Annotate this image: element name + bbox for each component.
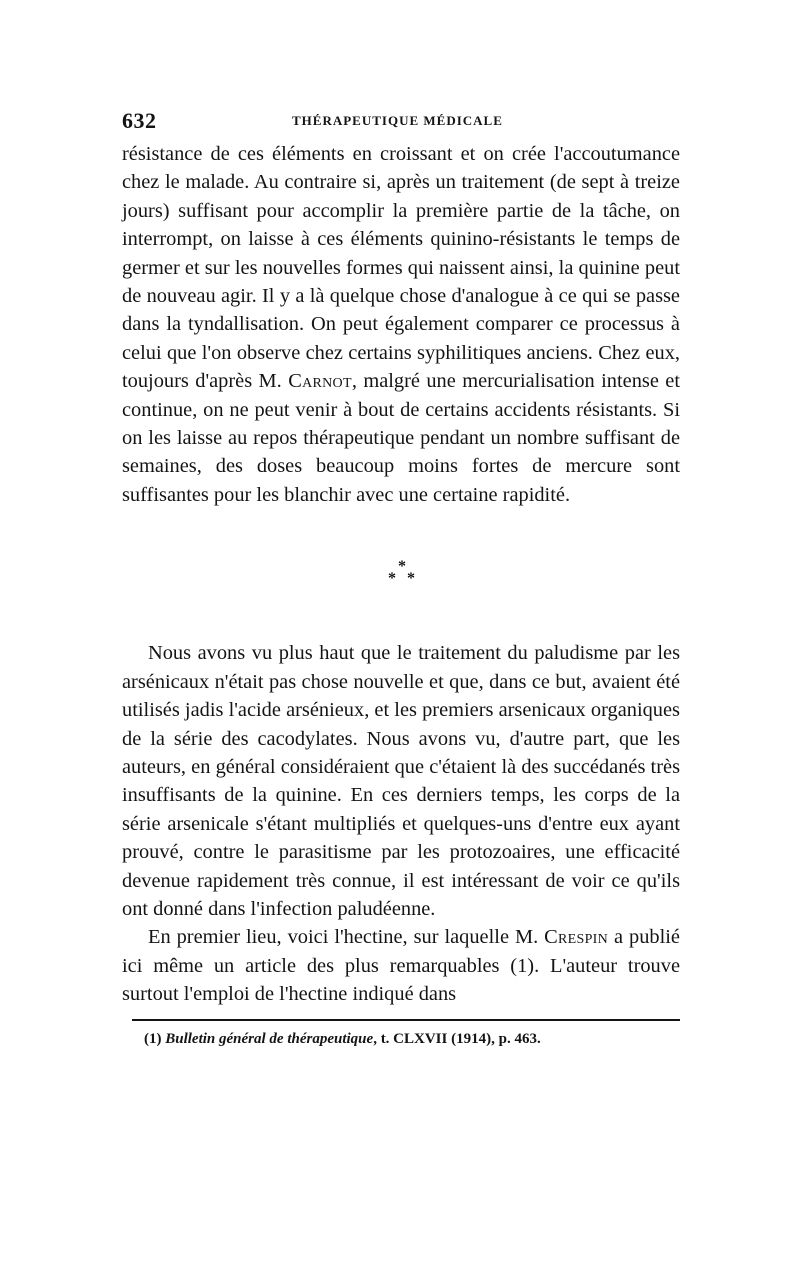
page-number: 632 xyxy=(122,108,157,133)
footnote xyxy=(144,1029,680,1049)
book-page xyxy=(122,108,680,1049)
paragraph-3 xyxy=(122,923,680,1008)
author-crespin: Crespin xyxy=(544,926,609,949)
separator-star-left: * xyxy=(388,570,396,588)
paragraph-1-text: résistance de ces éléments en croissant et on crée l'accoutumance chez le malade. Au contraire si, après un traitement (de sept à treize jours) suffisant pour accomplir la première partie de la tâche, on interrompt, on laisse à ces éléments quinino-résistants le temps de germer et sur les nouvelles formes qui naissent ainsi, la quinine peut de nouveau agir. Il y a là quelque chose d'analogue à ce qui se passe dans la tyndallisation. On peut également comparer ce processus à celui que l'on observe chez certains syphilitiques anciens. Chez eux, toujours d'après M. xyxy=(122,143,680,393)
footnote-reference: , t. CLXVII (1914), p. 463. xyxy=(373,1030,541,1047)
running-title: THÉRAPEUTIQUE MÉDICALE xyxy=(292,113,503,128)
paragraph-3-end: a publié ici même un article des plus remarquables (1). L'auteur trouve surtout l'emploi de l'hectine indiqué dans xyxy=(122,926,680,1006)
paragraph-3-start: En premier lieu, voici l'hectine, sur laquelle M. xyxy=(148,926,545,949)
section-separator xyxy=(122,509,680,639)
separator-star-right: * xyxy=(407,570,415,588)
body-text xyxy=(122,140,680,1009)
paragraph-1-end: , malgré une mercurialisation intense et continue, on ne peut venir à bout de certains accidents résistants. Si on les laisse au repos thérapeutique pendant un nombre suffisant de semaines, des doses beaucoup moins fortes de mercure sont suffisantes pour les blanchir avec une certaine rapidité. xyxy=(122,370,681,506)
footnote-marker: (1) xyxy=(144,1030,166,1047)
footnote-title: Bulletin général de thérapeutique xyxy=(165,1030,374,1047)
running-head xyxy=(122,108,680,138)
separator-star-top: * xyxy=(398,558,406,576)
author-carnot: Carnot xyxy=(288,370,352,393)
paragraph-1 xyxy=(122,140,680,509)
footnote-rule xyxy=(132,1019,680,1021)
paragraph-2: Nous avons vu plus haut que le traitement du paludisme par les arsénicaux n'était pas chose nouvelle et que, dans ce but, avaient été utilisés jadis l'acide arsénieux, et les premiers arsenicaux organiques de la série des cacodylates. Nous avons vu, d'autre part, que les auteurs, en général considéraient que c'étaient là des succédanés très insuffisants de la quinine. En ces derniers temps, les corps de la série arsenicale s'étant multipliés et quelques-uns d'entre eux ayant prouvé, contre le parasitisme par les protozoaires, une efficacité devenue rapidement très connue, il est intéressant de voir ce qu'ils ont donné dans l'infection paludéenne. xyxy=(122,642,680,920)
